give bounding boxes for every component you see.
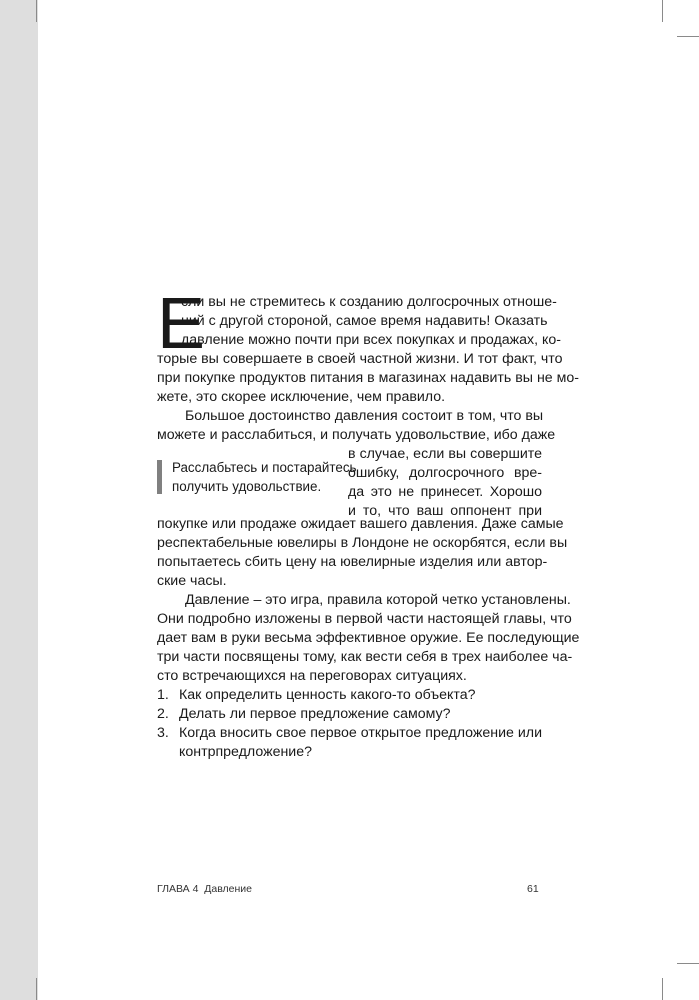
crop-mark [662,0,663,22]
pull-quote-line: Расслабьтесь и постарайтесь [172,460,357,475]
running-footer [157,883,252,895]
paragraph-2-bottom [157,515,568,591]
footer-title: Давление [204,883,253,895]
text-line: Давление – это игра, правила которой четко установлены. [185,592,571,608]
text-line: три части посвящены тому, как вести себя в трех наиболее ча- [157,649,573,665]
text-line: ний с другой стороной, самое время надавить! Оказать [181,313,548,329]
text-line: дает вам в руки весьма эффективное оружие. Ее последующие [157,630,580,646]
text-line: ошибку, долгосрочного вре- [348,465,542,481]
text-line: при покупке продуктов питания в магазинах надавить вы не мо- [157,370,579,386]
list-number: 1. [157,687,169,703]
text-line: Когда вносить свое первое открытое предложение или [179,725,542,741]
crop-mark [677,963,699,964]
text-line: покупке или продаже ожидает вашего давления. Даже самые [157,516,564,532]
crop-mark [662,978,663,1000]
text-line: Как определить ценность какого-то объекта? [179,687,476,703]
text-line: Они подробно изложены в первой части настоящей главы, что [157,611,572,627]
text-line: давление можно почти при всех покупках и продажах, ко- [181,332,562,348]
text-line: Большое достоинство давления состоит в том, что вы [185,408,544,424]
crop-mark [36,0,37,22]
text-line: контрпредложение? [179,744,313,760]
pull-quote-line: получить удовольствие. [172,479,322,494]
list-number: 3. [157,725,169,741]
paragraph-2-top [157,407,556,445]
pull-quote-bar [157,460,162,494]
text-line: ские часы. [157,573,227,589]
text-line: в случае, если вы совершите [348,446,542,462]
crop-mark [36,978,37,1000]
text-line: сто встречающихся на переговорах ситуациях. [157,668,467,684]
text-line: респектабельные ювелиры в Лондоне не оскорбятся, если вы [157,535,568,551]
paragraph-2-side-column [348,445,542,521]
text-line: попытаетесь сбить цену на ювелирные изделия или автор- [157,554,548,570]
text-line: торые вы совершаете в своей частной жизни. И тот факт, что [157,351,563,367]
list-number: 2. [157,706,169,722]
text-line: и то, что ваш оппонент при [348,503,542,519]
paragraph-1 [157,293,579,407]
footer-chapter: ГЛАВА 4 [157,883,199,895]
page-edge-strip [0,0,38,1000]
text-line: сли вы не стремитесь к созданию долгосрочных отноше- [181,294,557,310]
text-line: Делать ли первое предложение самому? [179,706,451,722]
pull-quote-text [172,458,357,496]
text-line: можете и расслабиться, и получать удовольствие, ибо даже [157,427,556,443]
crop-mark [677,36,699,37]
paragraph-3 [157,591,580,686]
text-line: жете, это скорее исключение, чем правило. [157,389,446,405]
text-line: да это не принесет. Хорошо [348,484,542,500]
page-number: 61 [527,883,539,895]
drop-cap: Е [157,294,206,354]
